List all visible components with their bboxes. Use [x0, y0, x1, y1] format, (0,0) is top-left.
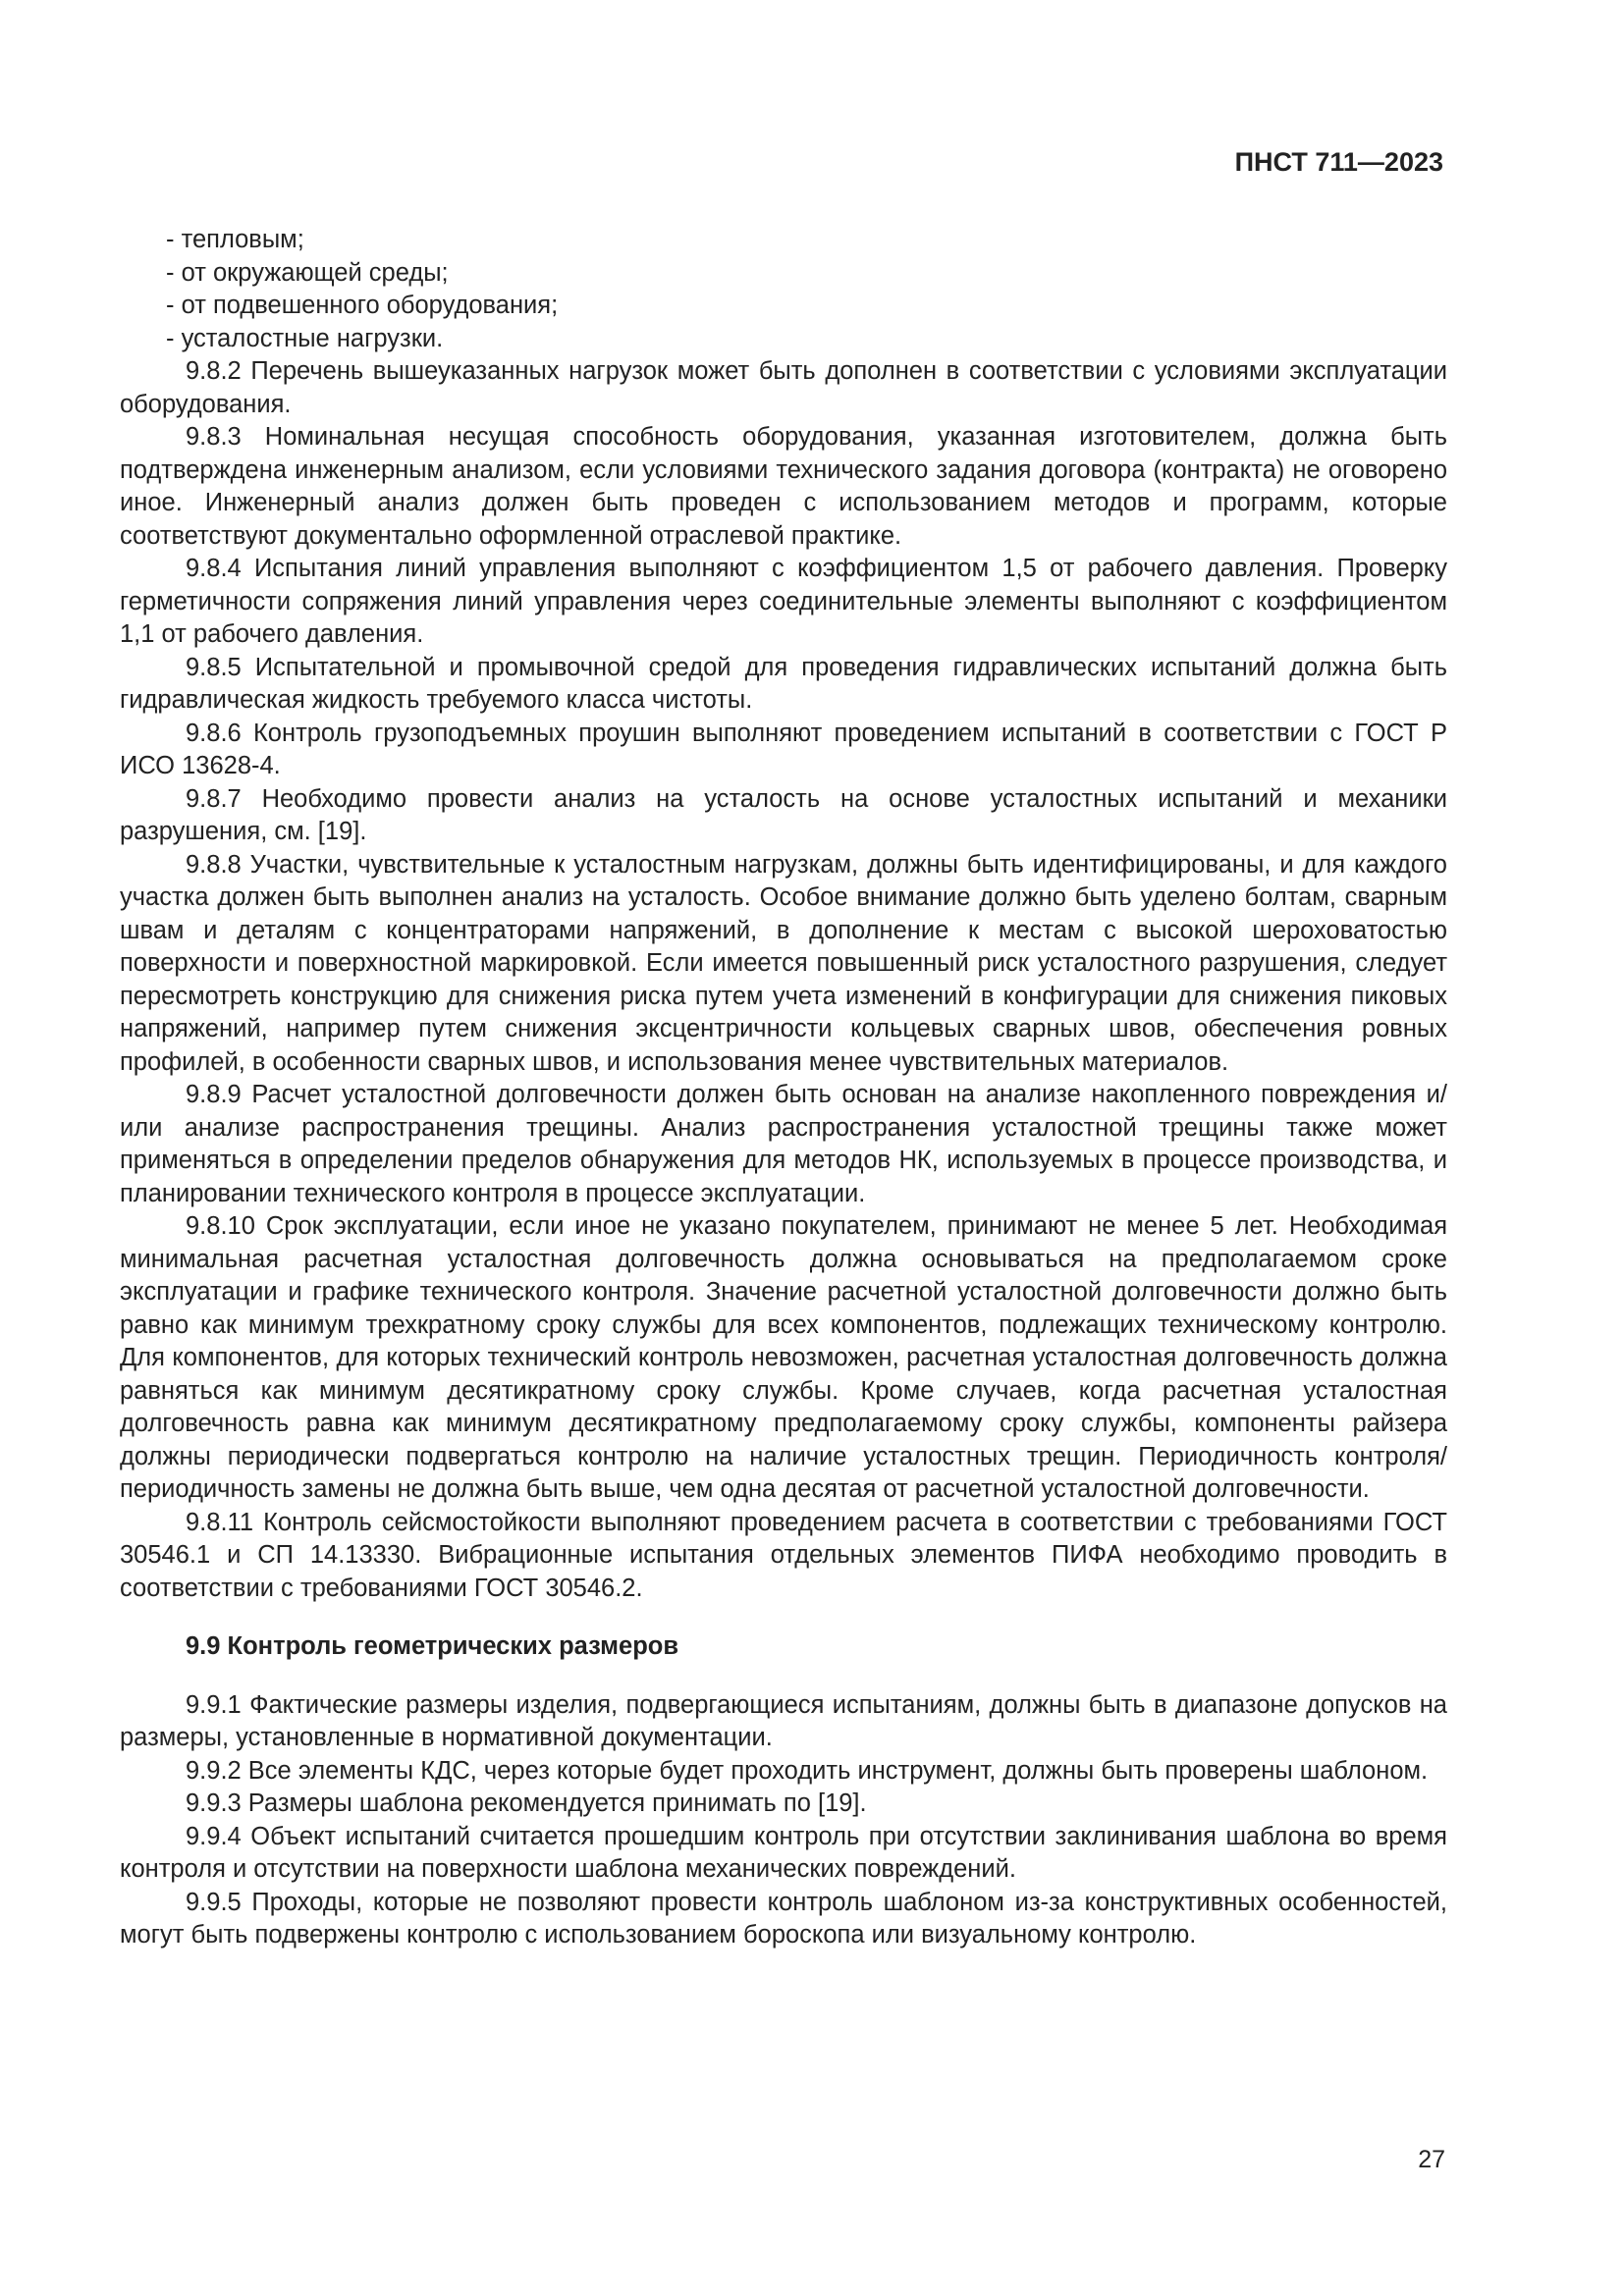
paragraph-9-9-1: 9.9.1 Фактические размеры изделия, подвергающиеся испытаниям, должны быть в диапазоне допусков на размеры, установленные в нормативной документации. [120, 1690, 1447, 1751]
paragraph-9-8-10: 9.8.10 Срок эксплуатации, если иное не указано покупателем, принимают не менее 5 лет. Необходимая минимальная расчетная усталостная долговечность должна основываться на предполагаемом сроке эксплуатации и графике технического контроля. Значение расчетной усталостной долговечности должно быть равно как минимум трехкратному сроку службы для всех компонентов, подлежащих техническому контролю. Для компонентов, для которых технический контроль невозможен, расчетная усталостная долговечность должна равняться как минимум десятикратному сроку службы. Кроме случаев, когда расчетная усталостная долговечность равна как минимум десятикратному предполагаемому сроку службы, компоненты райзера должны периодически подвергаться контролю на наличие усталостных трещин. Периодичность контроля/периодичность замены не должна быть выше, чем одна десятая от расчетной усталостной долговечности. [120, 1212, 1447, 1503]
paragraph-9-8-8: 9.8.8 Участки, чувствительные к усталостным нагрузкам, должны быть идентифицированы, и для каждого участка должен быть выполнен анализ на усталость. Особое внимание должно быть уделено болтам, сварным швам и деталям с концентраторами напряжений, в дополнение к местам с высокой шероховатостью поверхности и поверхностной маркировкой. Если имеется повышенный риск усталостного разрушения, следует пересмотреть конструкцию для снижения риска путем учета изменений в конфигурации для снижения пиковых напряжений, например путем снижения эксцентричности кольцевых сварных швов, обеспечения ровных профилей, в особенности сварных швов, и использования менее чувствительных материалов. [120, 850, 1447, 1076]
paragraph-9-9-5: 9.9.5 Проходы, которые не позволяют провести контроль шаблоном из-за конструктивных особенностей, могут быть подвержены контролю с использованием бороскопа или визуальному контролю. [120, 1888, 1447, 1949]
list-item: - усталостные нагрузки. [166, 324, 444, 352]
paragraph-9-8-11: 9.8.11 Контроль сейсмостойкости выполняют проведением расчета в соответствии с требованиями ГОСТ 30546.1 и СП 14.13330. Вибрационные испытания отдельных элементов ПИФА необходимо проводить в соответствии с требованиями ГОСТ 30546.2. [120, 1508, 1447, 1602]
list-item: - тепловым; [166, 226, 304, 253]
paragraph-9-8-2: 9.8.2 Перечень вышеуказанных нагрузок может быть дополнен в соответствии с условиями эксплуатации оборудования. [120, 357, 1447, 418]
section-title-9-9: 9.9 Контроль геометрических размеров [186, 1632, 679, 1660]
paragraph-9-8-9: 9.8.9 Расчет усталостной долговечности должен быть основан на анализе накопленного повреждения и/или анализе распространения трещины. Анализ распространения усталостной трещины также может применяться в определении пределов обнаружения для методов НК, используемых в процессе производства, и планировании технического контроля в процессе эксплуатации. [120, 1081, 1447, 1207]
paragraph-9-8-7: 9.8.7 Необходимо провести анализ на усталость на основе усталостных испытаний и механики разрушения, см. [19]. [120, 784, 1447, 845]
paragraph-9-9-3: 9.9.3 Размеры шаблона рекомендуется принимать по [19]. [186, 1789, 867, 1817]
paragraph-9-8-3: 9.8.3 Номинальная несущая способность оборудования, указанная изготовителем, должна быть подтверждена инженерным анализом, если условиями технического задания договора (контракта) не оговорено иное. Инженерный анализ должен быть проведен с использованием методов и программ, которые соответствуют документально оформленной отраслевой практике. [120, 423, 1447, 550]
list-item: - от подвешенного оборудования; [166, 292, 559, 319]
paragraph-9-9-4: 9.9.4 Объект испытаний считается прошедшим контроль при отсутствии заклинивания шаблона во время контроля и отсутствии на поверхности шаблона механических повреждений. [120, 1822, 1447, 1883]
paragraph-9-8-5: 9.8.5 Испытательной и промывочной средой для проведения гидравлических испытаний должна быть гидравлическая жидкость требуемого класса чистоты. [120, 653, 1447, 714]
bullet-list [120, 224, 1447, 355]
paragraph-9-8-4: 9.8.4 Испытания линий управления выполняют с коэффициентом 1,5 от рабочего давления. Проверку герметичности сопряжения линий управления через соединительные элементы выполняют с коэффициентом 1,1 от рабочего давления. [120, 555, 1447, 648]
paragraph-9-8-6: 9.8.6 Контроль грузоподъемных проушин выполняют проведением испытаний в соответствии с ГОСТ Р ИСО 13628-4. [120, 719, 1447, 779]
list-item: - от окружающей среды; [166, 258, 449, 287]
page-number: 27 [1418, 2146, 1445, 2173]
paragraph-9-9-2: 9.9.2 Все элементы КДС, через которые будет проходить инструмент, должны быть проверены шаблоном. [186, 1756, 1429, 1785]
page-body [120, 224, 1447, 1952]
document-id: ПНСТ 711—2023 [1234, 147, 1443, 177]
